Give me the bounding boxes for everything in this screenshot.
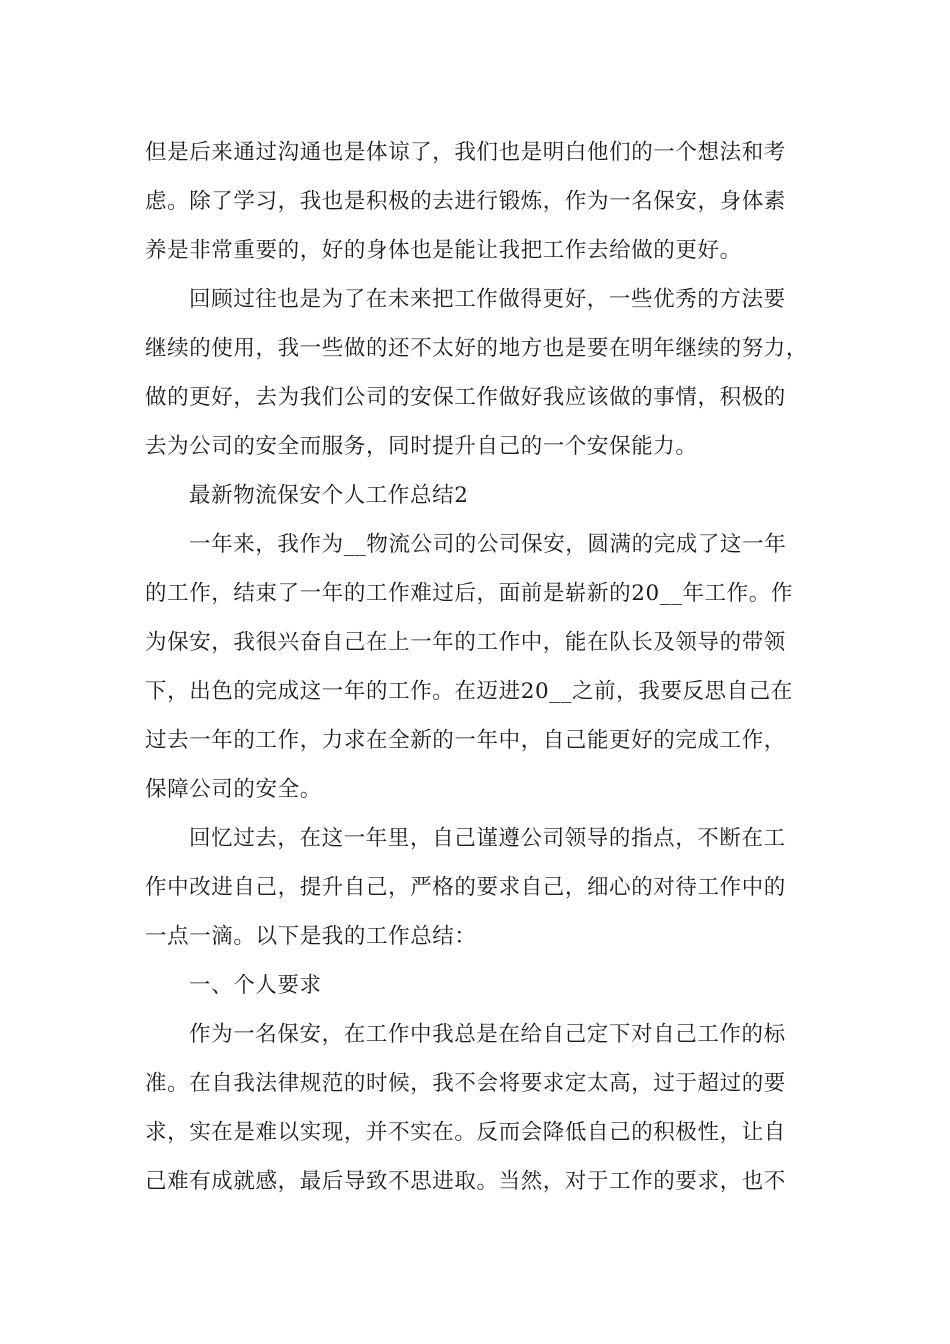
text-line: 作为一名保安，在工作中我总是在给自己定下对自己工作的标 xyxy=(189,1022,786,1047)
text-line: 过去一年的工作，力求在全新的一年中，自己能更好的完成工作， xyxy=(145,728,786,753)
subsection-title-text: 一、个人要求 xyxy=(189,973,322,998)
text-line: 继续的使用，我一些做的还不太好的地方也是要在明年继续的努力， xyxy=(145,336,809,361)
text-line: 回忆过去，在这一年里，自己谨遵公司领导的指点，不断在工 xyxy=(189,826,786,851)
text-line: 的工作，结束了一年的工作难过后，面前是崭新的20__年工作。作 xyxy=(145,581,793,606)
text-line: 作中改进自己，提升自己，严格的要求自己，细心的对待工作中的 xyxy=(145,875,786,900)
section-title xyxy=(145,471,810,520)
text-line: 回顾过往也是为了在未来把工作做得更好，一些优秀的方法要 xyxy=(189,287,786,312)
paragraph-intro xyxy=(145,520,810,814)
text-line: 保障公司的安全。 xyxy=(145,777,322,802)
text-line: 己难有成就感，最后导致不思进取。当然，对于工作的要求，也不 xyxy=(145,1169,786,1194)
text-line: 求，实在是难以实现，并不实在。反而会降低自己的积极性，让自 xyxy=(145,1120,786,1145)
section-title-text: 最新物流保安个人工作总结2 xyxy=(189,483,469,508)
paragraph-requirements xyxy=(145,1010,810,1206)
text-line: 虑。除了学习，我也是积极的去进行锻炼，作为一名保安，身体素 xyxy=(145,189,786,214)
paragraph-review xyxy=(145,275,810,471)
text-line: 准。在自我法律规范的时候，我不会将要求定太高，过于超过的要 xyxy=(145,1071,786,1096)
paragraph-continuation xyxy=(145,128,810,275)
text-line: 做的更好，去为我们公司的安保工作做好我应该做的事情，积极的 xyxy=(145,385,786,410)
paragraph-recollection xyxy=(145,814,810,961)
text-line: 一点一滴。以下是我的工作总结： xyxy=(145,924,477,949)
text-line: 为保安，我很兴奋自己在上一年的工作中，能在队长及领导的带领 xyxy=(145,630,786,655)
text-line: 养是非常重要的，好的身体也是能让我把工作去给做的更好。 xyxy=(145,238,742,263)
text-line: 一年来，我作为__物流公司的公司保安，圆满的完成了这一年 xyxy=(189,532,787,557)
text-line: 去为公司的安全而服务，同时提升自己的一个安保能力。 xyxy=(145,434,698,459)
text-line: 下，出色的完成这一年的工作。在迈进20__之前，我要反思自己在 xyxy=(145,679,793,704)
text-line: 但是后来通过沟通也是体谅了，我们也是明白他们的一个想法和考 xyxy=(145,140,786,165)
subsection-title xyxy=(145,961,810,1010)
document-body xyxy=(145,128,810,1206)
